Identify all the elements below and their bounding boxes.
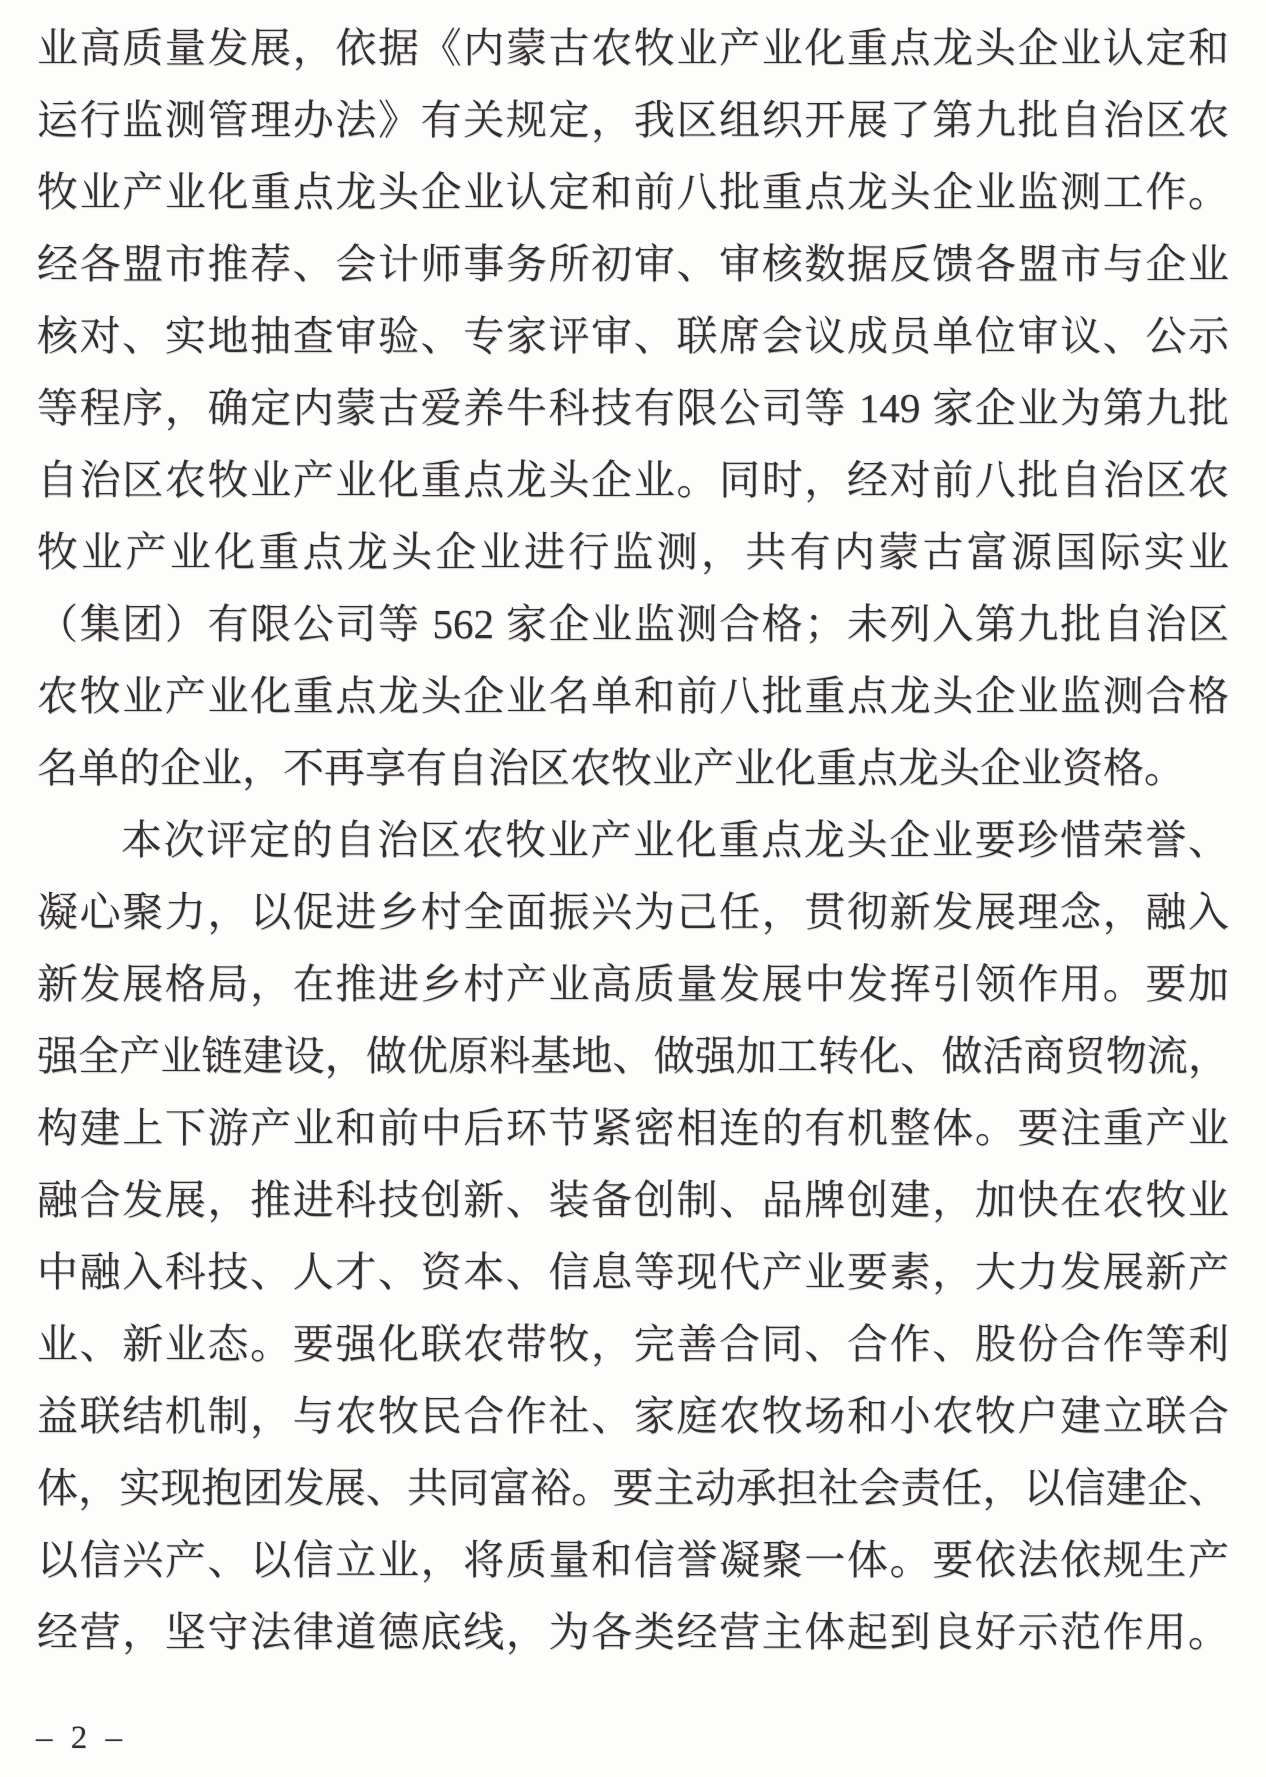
text-line: 业高质量发展，依据《内蒙古农牧业产业化重点龙头企业认定和 (37, 25, 1229, 71)
text-line: 融合发展，推进科技创新、装备创制、品牌创建，加快在农牧业 (37, 1177, 1229, 1223)
text-line: 新发展格局，在推进乡村产业高质量发展中发挥引领作用。要加 (37, 961, 1229, 1007)
text-line: 构建上下游产业和前中后环节紧密相连的有机整体。要注重产业 (37, 1105, 1229, 1151)
text-line: 牧业产业化重点龙头企业进行监测，共有内蒙古富源国际实业 (37, 529, 1229, 575)
text-line: 本次评定的自治区农牧业产业化重点龙头企业要珍惜荣誉、 (121, 817, 1229, 863)
text-line: 以信兴产、以信立业，将质量和信誉凝聚一体。要依法依规生产 (37, 1537, 1229, 1583)
text-line: 核对、实地抽查审验、专家评审、联席会议成员单位审议、公示 (37, 313, 1229, 359)
text-line: 经营，坚守法律道德底线，为各类经营主体起到良好示范作用。 (37, 1609, 1229, 1655)
text-line: 中融入科技、人才、资本、信息等现代产业要素，大力发展新产 (37, 1249, 1229, 1295)
text-line: 牧业产业化重点龙头企业认定和前八批重点龙头企业监测工作。 (37, 169, 1229, 215)
document-body (37, 12, 1229, 1668)
text-line: 自治区农牧业产业化重点龙头企业。同时，经对前八批自治区农 (37, 457, 1229, 503)
text-line: 体，实现抱团发展、共同富裕。要主动承担社会责任，以信建企、 (37, 1465, 1229, 1511)
text-line: 等程序，确定内蒙古爱养牛科技有限公司等 149 家企业为第九批 (37, 385, 1229, 431)
text-line: 凝心聚力，以促进乡村全面振兴为己任，贯彻新发展理念，融入 (37, 889, 1229, 935)
text-line: 名单的企业，不再享有自治区农牧业产业化重点龙头企业资格。 (37, 745, 1185, 791)
text-line: 业、新业态。要强化联农带牧，完善合同、合作、股份合作等利 (37, 1321, 1229, 1367)
text-line: 强全产业链建设，做优原料基地、做强加工转化、做活商贸物流， (37, 1033, 1229, 1079)
text-line: 经各盟市推荐、会计师事务所初审、审核数据反馈各盟市与企业 (37, 241, 1229, 287)
text-line: 农牧业产业化重点龙头企业名单和前八批重点龙头企业监测合格 (37, 673, 1229, 719)
text-line: （集团）有限公司等 562 家企业监测合格；未列入第九批自治区 (37, 601, 1229, 647)
text-line: 益联结机制，与农牧民合作社、家庭农牧场和小农牧户建立联合 (37, 1393, 1229, 1439)
text-line: 运行监测管理办法》有关规定，我区组织开展了第九批自治区农 (37, 97, 1229, 143)
page-number: – 2 – (36, 1720, 127, 1756)
